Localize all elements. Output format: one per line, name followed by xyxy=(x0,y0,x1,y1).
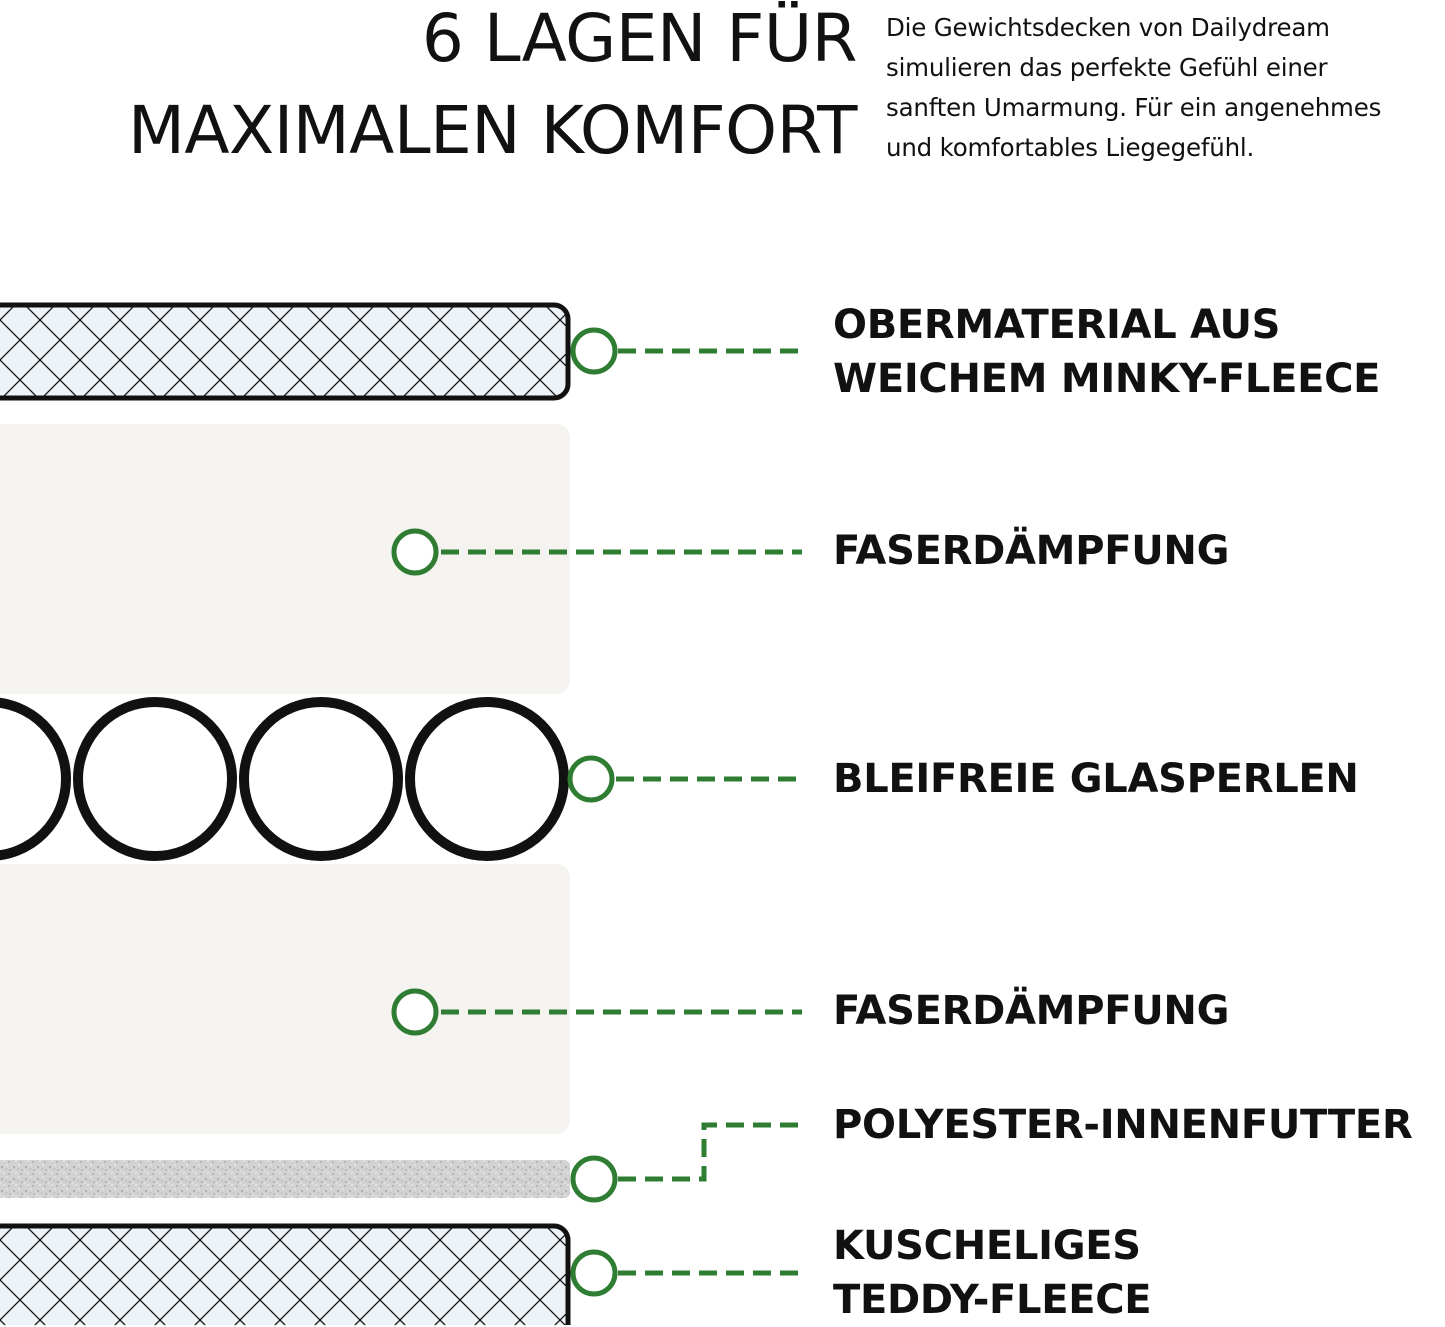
label-line: WEICHEM MINKY-FLEECE xyxy=(833,356,1381,402)
layer-minky-fleece xyxy=(0,305,568,398)
label-glass-beads xyxy=(833,752,1359,806)
label-line: POLYESTER-INNENFUTTER xyxy=(833,1102,1413,1148)
connector-dot xyxy=(573,1252,615,1294)
connector-line xyxy=(618,1125,800,1179)
intro-line: sanften Umarmung. Für ein angenehmes xyxy=(886,93,1382,122)
connector-dot xyxy=(394,991,436,1033)
label-line: BLEIFREIE GLASPERLEN xyxy=(833,756,1359,802)
intro-line: Die Gewichtsdecken von Dailydream xyxy=(886,13,1330,42)
connector-dot xyxy=(394,531,436,573)
intro-line: simulieren das perfekte Gefühl einer xyxy=(886,53,1328,82)
connector-dot xyxy=(573,1158,615,1200)
label-teddy-fleece xyxy=(833,1219,1151,1327)
label-line: TEDDY-FLEECE xyxy=(833,1277,1152,1323)
layer-fiber-padding-bottom xyxy=(0,864,570,1134)
label-fiber-padding-bottom xyxy=(833,984,1229,1038)
label-minky-fleece xyxy=(833,298,1380,406)
glass-bead xyxy=(244,702,398,856)
connector-dot xyxy=(573,330,615,372)
glass-bead xyxy=(410,702,564,856)
glass-bead xyxy=(78,702,232,856)
layer-fiber-padding-top xyxy=(0,424,570,694)
glass-bead xyxy=(0,702,66,856)
label-fiber-padding-top xyxy=(833,524,1229,578)
layer-teddy-fleece xyxy=(0,1226,568,1325)
label-polyester-lining xyxy=(833,1098,1412,1152)
label-line: KUSCHELIGES xyxy=(833,1223,1141,1269)
layer-polyester-lining xyxy=(0,1160,570,1198)
heading-line-2: MAXIMALEN KOMFORT xyxy=(127,92,857,169)
label-line: FASERDÄMPFUNG xyxy=(833,988,1230,1034)
intro-line: und komfortables Liegegefühl. xyxy=(886,133,1255,162)
connector-dot xyxy=(570,758,612,800)
label-line: OBERMATERIAL AUS xyxy=(833,302,1281,348)
heading-line-1: 6 LAGEN FÜR xyxy=(421,0,857,77)
label-line: FASERDÄMPFUNG xyxy=(833,528,1230,574)
layer-glass-beads xyxy=(0,702,564,856)
